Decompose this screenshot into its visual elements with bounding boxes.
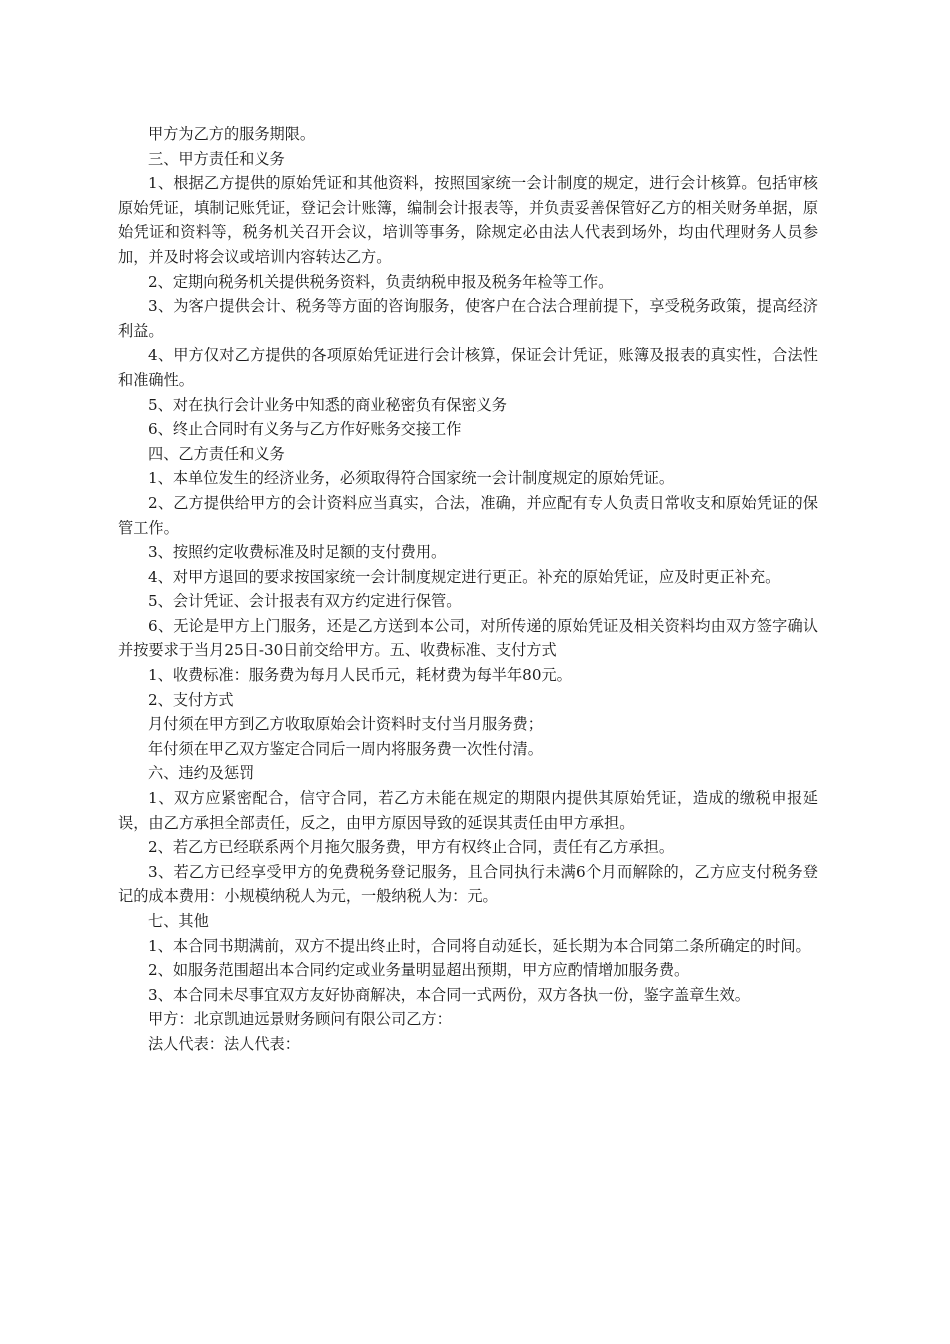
- paragraph: 6、终止合同时有义务与乙方作好账务交接工作: [148, 420, 462, 439]
- paragraph: 1、收费标准：服务费为每月人民币元，耗材费为每半年80元。: [148, 666, 572, 685]
- paragraph: 5、对在执行会计业务中知悉的商业秘密负有保密义务: [148, 395, 507, 414]
- paragraph: 1、双方应紧密配合，信守合同，若乙方未能在规定的期限内提供其原始凭证，造成的缴税申报延误，由乙方承担全部责任，反之，由甲方原因导致的延误其责任由甲方承担。: [118, 789, 818, 832]
- paragraph: 年付须在甲乙双方鉴定合同后一周内将服务费一次性付清。: [148, 739, 543, 758]
- paragraph: 6、无论是甲方上门服务，还是乙方送到本公司，对所传递的原始凭证及相关资料均由双方签字确认并按要求于当月25日-30日前交给甲方。五、收费标准、支付方式: [118, 616, 818, 660]
- paragraph: 月付须在甲方到乙方收取原始会计资料时支付当月服务费；: [148, 715, 543, 734]
- paragraph: 甲方为乙方的服务期限。: [148, 125, 316, 143]
- paragraph: 3、为客户提供会计、税务等方面的咨询服务，使客户在合法合理前提下，享受税务政策，提高经济利益。: [118, 297, 818, 340]
- signature-party-line: 甲方：北京凯迪远景财务顾问有限公司乙方：: [148, 1010, 452, 1029]
- paragraph: 3、本合同未尽事宜双方友好协商解决，本合同一式两份，双方各执一份，鉴字盖章生效。: [148, 985, 750, 1004]
- paragraph: 4、对甲方退回的要求按国家统一会计制度规定进行更正。补充的原始凭证，应及时更正补充。: [148, 567, 781, 586]
- section-heading-3: 三、甲方责任和义务: [148, 149, 285, 168]
- paragraph: 4、甲方仅对乙方提供的各项原始凭证进行会计核算，保证会计凭证，账簿及报表的真实性，合法性和准确性。: [118, 346, 818, 389]
- section-heading-4: 四、乙方责任和义务: [148, 444, 285, 463]
- paragraph: 1、本单位发生的经济业务，必须取得符合国家统一会计制度规定的原始凭证。: [148, 469, 675, 488]
- section-heading-6: 六、违约及惩罚: [148, 764, 255, 783]
- paragraph: 2、若乙方已经联系两个月拖欠服务费，甲方有权终止合同，责任有乙方承担。: [148, 838, 675, 857]
- paragraph: 2、支付方式: [148, 690, 234, 709]
- paragraph: 3、若乙方已经享受甲方的免费税务登记服务，且合同执行未满6个月而解除的，乙方应支付税务登记的成本费用：小规模纳税人为元，一般纳税人为：元。: [118, 862, 818, 906]
- paragraph: 2、乙方提供给甲方的会计资料应当真实，合法，准确，并应配有专人负责日常收支和原始凭证的保管工作。: [118, 493, 818, 537]
- paragraph: 1、根据乙方提供的原始凭证和其他资料，按照国家统一会计制度的规定，进行会计核算。包括审核原始凭证，填制记账凭证，登记会计账簿，编制会计报表等，并负责妥善保管好乙方的相关财务单据，原始凭证和资料等，税务机关召开会议，培训等事务，除规定必由法人代表到场外，均由代理财务人员参加，并及时将会议或培训内容转达乙方。: [118, 174, 818, 266]
- signature-representative-line: 法人代表：法人代表：: [148, 1034, 300, 1053]
- paragraph: 5、会计凭证、会计报表有双方约定进行保管。: [148, 592, 462, 611]
- section-heading-7: 七、其他: [148, 912, 209, 930]
- paragraph: 2、定期向税务机关提供税务资料，负责纳税申报及税务年检等工作。: [148, 272, 614, 291]
- document-body: [118, 122, 818, 1057]
- paragraph: 3、按照约定收费标准及时足额的支付费用。: [148, 543, 447, 562]
- paragraph: 2、如服务范围超出本合同约定或业务量明显超出预期，甲方应酌情增加服务费。: [148, 961, 690, 980]
- paragraph: 1、本合同书期满前，双方不提出终止时，合同将自动延长，延长期为本合同第二条所确定的时间。: [148, 936, 811, 955]
